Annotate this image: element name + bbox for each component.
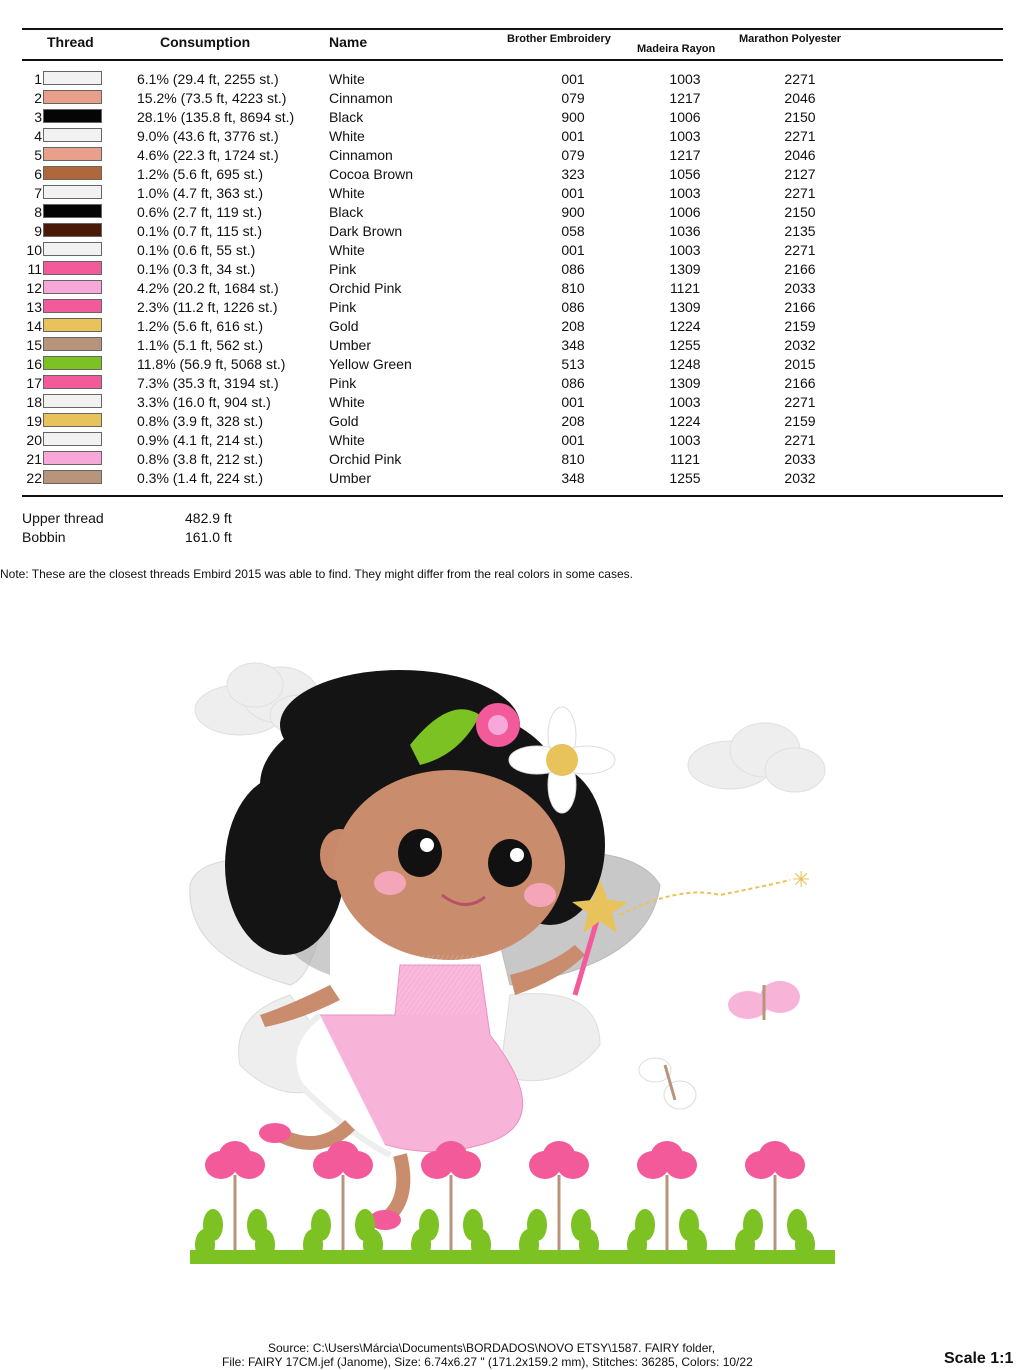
thread-brother-code: 810 <box>561 280 585 296</box>
thread-color-swatch <box>43 280 102 294</box>
thread-name: Gold <box>329 413 359 429</box>
thread-color-swatch <box>43 470 102 484</box>
thread-row <box>0 430 1024 449</box>
thread-name: Umber <box>329 470 372 486</box>
thread-name: Orchid Pink <box>329 280 402 296</box>
thread-brother-code: 513 <box>561 356 585 372</box>
thread-brother-code: 001 <box>561 432 585 448</box>
thread-name: Yellow Green <box>329 356 412 372</box>
bobbin-label: Bobbin <box>22 529 66 545</box>
thread-name: White <box>329 71 365 87</box>
upper-thread-value: 482.9 ft <box>185 510 232 526</box>
thread-consumption: 6.1% (29.4 ft, 2255 st.) <box>137 71 279 87</box>
border-flower-icon <box>519 1141 599 1261</box>
thread-row <box>0 88 1024 107</box>
thread-color-swatch <box>43 90 102 104</box>
header-consumption: Consumption <box>160 34 251 50</box>
thread-consumption: 4.6% (22.3 ft, 1724 st.) <box>137 147 279 163</box>
thread-marathon-code: 2127 <box>784 166 816 182</box>
thread-marathon-code: 2159 <box>784 318 816 334</box>
thread-number: 13 <box>26 299 42 315</box>
thread-madeira-code: 1006 <box>669 109 701 125</box>
upper-thread-label: Upper thread <box>22 510 104 526</box>
thread-name: Cinnamon <box>329 90 393 106</box>
thread-marathon-code: 2271 <box>784 432 816 448</box>
thread-color-swatch <box>43 261 102 275</box>
grass-strip-icon <box>190 1250 835 1264</box>
thread-brother-code: 086 <box>561 261 585 277</box>
header-madeira: Madeira Rayon <box>637 43 716 55</box>
thread-number: 9 <box>34 223 42 239</box>
thread-color-swatch <box>43 223 102 237</box>
thread-row <box>0 164 1024 183</box>
thread-name: Pink <box>329 299 357 315</box>
thread-row <box>0 335 1024 354</box>
thread-color-swatch <box>43 451 102 465</box>
thread-row <box>0 449 1024 468</box>
thread-madeira-code: 1217 <box>669 147 701 163</box>
thread-number: 2 <box>34 90 42 106</box>
thread-number: 14 <box>26 318 42 334</box>
thread-madeira-code: 1056 <box>669 166 701 182</box>
thread-consumption: 3.3% (16.0 ft, 904 st.) <box>137 394 271 410</box>
thread-brother-code: 900 <box>561 204 585 220</box>
thread-name: Black <box>329 204 364 220</box>
table-bottom-rule <box>22 495 1003 497</box>
thread-consumption: 7.3% (35.3 ft, 3194 st.) <box>137 375 279 391</box>
thread-madeira-code: 1003 <box>669 394 701 410</box>
header-thread: Thread <box>47 34 94 50</box>
thread-number: 6 <box>34 166 42 182</box>
thread-marathon-code: 2046 <box>784 147 816 163</box>
flower-border-icon <box>195 1141 815 1261</box>
thread-madeira-code: 1006 <box>669 204 701 220</box>
butterfly-pink-icon <box>728 981 800 1020</box>
thread-number: 11 <box>27 261 42 277</box>
header-marathon: Marathon Polyester <box>739 33 842 45</box>
thread-madeira-code: 1003 <box>669 242 701 258</box>
thread-color-swatch <box>43 318 102 332</box>
thread-marathon-code: 2166 <box>784 375 816 391</box>
thread-color-swatch <box>43 185 102 199</box>
thread-marathon-code: 2271 <box>784 128 816 144</box>
thread-row <box>0 145 1024 164</box>
border-flower-icon <box>195 1141 275 1261</box>
border-flower-icon <box>411 1141 491 1261</box>
thread-name: White <box>329 185 365 201</box>
thread-brother-code: 208 <box>561 413 585 429</box>
thread-madeira-code: 1121 <box>669 280 701 296</box>
thread-brother-code: 900 <box>561 109 585 125</box>
thread-name: Pink <box>329 261 357 277</box>
thread-consumption: 0.1% (0.6 ft, 55 st.) <box>137 242 256 258</box>
thread-color-swatch <box>43 109 102 123</box>
thread-madeira-code: 1217 <box>669 90 701 106</box>
thread-name: Dark Brown <box>329 223 403 239</box>
thread-brother-code: 079 <box>561 147 585 163</box>
thread-marathon-code: 2159 <box>784 413 816 429</box>
thread-name: Umber <box>329 337 372 353</box>
thread-madeira-code: 1003 <box>669 128 701 144</box>
border-flower-icon <box>735 1141 815 1261</box>
thread-madeira-code: 1003 <box>669 432 701 448</box>
thread-row <box>0 240 1024 259</box>
thread-number: 21 <box>26 451 42 467</box>
thread-color-swatch <box>43 394 102 408</box>
thread-marathon-code: 2166 <box>784 299 816 315</box>
dress-icon <box>293 955 522 1155</box>
thread-consumption: 0.9% (4.1 ft, 214 st.) <box>137 432 264 448</box>
thread-number: 8 <box>34 204 42 220</box>
thread-name: Cinnamon <box>329 147 393 163</box>
thread-number: 16 <box>26 356 42 372</box>
thread-row <box>0 411 1024 430</box>
thread-consumption: 4.2% (20.2 ft, 1684 st.) <box>137 280 279 296</box>
thread-number: 7 <box>34 185 42 201</box>
thread-madeira-code: 1003 <box>669 185 701 201</box>
border-flower-icon <box>303 1141 383 1261</box>
thread-marathon-code: 2032 <box>784 470 816 486</box>
thread-row <box>0 354 1024 373</box>
thread-consumption: 1.1% (5.1 ft, 562 st.) <box>137 337 264 353</box>
thread-madeira-code: 1309 <box>669 375 701 391</box>
header-name: Name <box>329 34 368 50</box>
thread-marathon-code: 2150 <box>784 109 816 125</box>
thread-name: White <box>329 128 365 144</box>
thread-marathon-code: 2135 <box>784 223 816 239</box>
thread-row <box>0 221 1024 240</box>
thread-marathon-code: 2271 <box>784 185 816 201</box>
thread-marathon-code: 2150 <box>784 204 816 220</box>
thread-row <box>0 278 1024 297</box>
thread-row <box>0 202 1024 221</box>
thread-brother-code: 001 <box>561 185 585 201</box>
border-flower-icon <box>627 1141 707 1261</box>
thread-consumption: 0.6% (2.7 ft, 119 st.) <box>137 204 263 220</box>
thread-consumption: 15.2% (73.5 ft, 4223 st.) <box>137 90 287 106</box>
thread-row <box>0 69 1024 88</box>
thread-row <box>0 297 1024 316</box>
thread-madeira-code: 1309 <box>669 299 701 315</box>
thread-name: White <box>329 242 365 258</box>
thread-brother-code: 086 <box>561 299 585 315</box>
thread-brother-code: 001 <box>561 394 585 410</box>
thread-brother-code: 001 <box>561 242 585 258</box>
thread-color-swatch <box>43 299 102 313</box>
thread-brother-code: 058 <box>561 223 585 239</box>
thread-row <box>0 126 1024 145</box>
thread-brother-code: 086 <box>561 375 585 391</box>
thread-color-swatch <box>43 128 102 142</box>
cloud-right-icon <box>688 723 825 792</box>
thread-marathon-code: 2033 <box>784 280 816 296</box>
thread-consumption: 1.2% (5.6 ft, 695 st.) <box>137 166 264 182</box>
thread-number: 10 <box>26 242 42 258</box>
thread-number: 5 <box>34 147 42 163</box>
thread-marathon-code: 2166 <box>784 261 816 277</box>
thread-consumption: 0.1% (0.3 ft, 34 st.) <box>137 261 256 277</box>
thread-name: White <box>329 432 365 448</box>
thread-color-swatch <box>43 375 102 389</box>
thread-color-swatch <box>43 242 102 256</box>
thread-name: Black <box>329 109 364 125</box>
butterfly-white-icon <box>639 1058 696 1109</box>
thread-madeira-code: 1309 <box>669 261 701 277</box>
thread-brother-code: 348 <box>561 337 585 353</box>
thread-name: White <box>329 394 365 410</box>
thread-consumption: 0.8% (3.9 ft, 328 st.) <box>137 413 264 429</box>
header-brother: Brother Embroidery <box>507 33 611 45</box>
thread-color-swatch <box>43 432 102 446</box>
scale-label: Scale 1:1 <box>944 1350 1014 1367</box>
thread-row <box>0 392 1024 411</box>
thread-brother-code: 079 <box>561 90 585 106</box>
thread-name: Pink <box>329 375 357 391</box>
thread-row <box>0 107 1024 126</box>
thread-madeira-code: 1121 <box>669 451 701 467</box>
thread-madeira-code: 1224 <box>669 318 701 334</box>
thread-row <box>0 468 1024 487</box>
thread-madeira-code: 1224 <box>669 413 701 429</box>
thread-row <box>0 316 1024 335</box>
thread-color-swatch <box>43 166 102 180</box>
thread-consumption: 0.8% (3.8 ft, 212 st.) <box>137 451 264 467</box>
thread-marathon-code: 2271 <box>784 71 816 87</box>
thread-number: 18 <box>26 394 42 410</box>
thread-number: 1 <box>34 71 42 87</box>
footer-source: Source: C:\Users\Márcia\Documents\BORDADOS\NOVO ETSY\1587. FAIRY folder, <box>268 1341 716 1355</box>
thread-row <box>0 259 1024 278</box>
thread-marathon-code: 2271 <box>784 394 816 410</box>
thread-marathon-code: 2271 <box>784 242 816 258</box>
thread-marathon-code: 2015 <box>784 356 816 372</box>
thread-madeira-code: 1036 <box>669 223 701 239</box>
thread-row <box>0 183 1024 202</box>
table-header-rule <box>22 59 1003 61</box>
footer-file-info: File: FAIRY 17CM.jef (Janome), Size: 6.74x6.27 " (171.2x159.2 mm), Stitches: 36285, Colors: 10/22 <box>222 1355 753 1369</box>
thread-number: 12 <box>26 280 42 296</box>
thread-number: 3 <box>34 109 42 125</box>
thread-name: Gold <box>329 318 359 334</box>
thread-brother-code: 001 <box>561 71 585 87</box>
thread-number: 22 <box>26 470 42 486</box>
thread-consumption: 1.0% (4.7 ft, 363 st.) <box>137 185 264 201</box>
thread-madeira-code: 1003 <box>669 71 701 87</box>
thread-brother-code: 810 <box>561 451 585 467</box>
thread-number: 19 <box>26 413 42 429</box>
thread-color-swatch <box>43 71 102 85</box>
thread-consumption: 11.8% (56.9 ft, 5068 st.) <box>137 356 286 372</box>
thread-consumption: 0.3% (1.4 ft, 224 st.) <box>137 470 264 486</box>
thread-consumption: 9.0% (43.6 ft, 3776 st.) <box>137 128 279 144</box>
bobbin-value: 161.0 ft <box>185 529 232 545</box>
thread-consumption: 0.1% (0.7 ft, 115 st.) <box>137 223 263 239</box>
thread-marathon-code: 2046 <box>784 90 816 106</box>
thread-brother-code: 323 <box>561 166 585 182</box>
thread-number: 4 <box>34 128 42 144</box>
thread-brother-code: 208 <box>561 318 585 334</box>
thread-color-swatch <box>43 147 102 161</box>
thread-consumption: 1.2% (5.6 ft, 616 st.) <box>137 318 264 334</box>
thread-color-swatch <box>43 413 102 427</box>
thread-name: Orchid Pink <box>329 451 402 467</box>
thread-consumption: 28.1% (135.8 ft, 8694 st.) <box>137 109 295 125</box>
thread-brother-code: 001 <box>561 128 585 144</box>
table-top-rule <box>22 28 1003 30</box>
thread-consumption: 2.3% (11.2 ft, 1226 st.) <box>137 299 278 315</box>
thread-row <box>0 373 1024 392</box>
thread-note: Note: These are the closest threads Embird 2015 was able to find. They might differ from the real colors in some cases. <box>0 567 633 581</box>
thread-color-swatch <box>43 356 102 370</box>
thread-color-swatch <box>43 337 102 351</box>
thread-marathon-code: 2032 <box>784 337 816 353</box>
thread-madeira-code: 1255 <box>669 337 701 353</box>
thread-brother-code: 348 <box>561 470 585 486</box>
embroidery-preview-image <box>180 655 850 1275</box>
thread-name: Cocoa Brown <box>329 166 414 182</box>
thread-madeira-code: 1255 <box>669 470 701 486</box>
thread-number: 17 <box>26 375 42 391</box>
thread-number: 20 <box>26 432 42 448</box>
thread-color-swatch <box>43 204 102 218</box>
thread-madeira-code: 1248 <box>669 356 701 372</box>
thread-number: 15 <box>26 337 42 353</box>
thread-marathon-code: 2033 <box>784 451 816 467</box>
svg-text:✳: ✳ <box>792 868 811 893</box>
